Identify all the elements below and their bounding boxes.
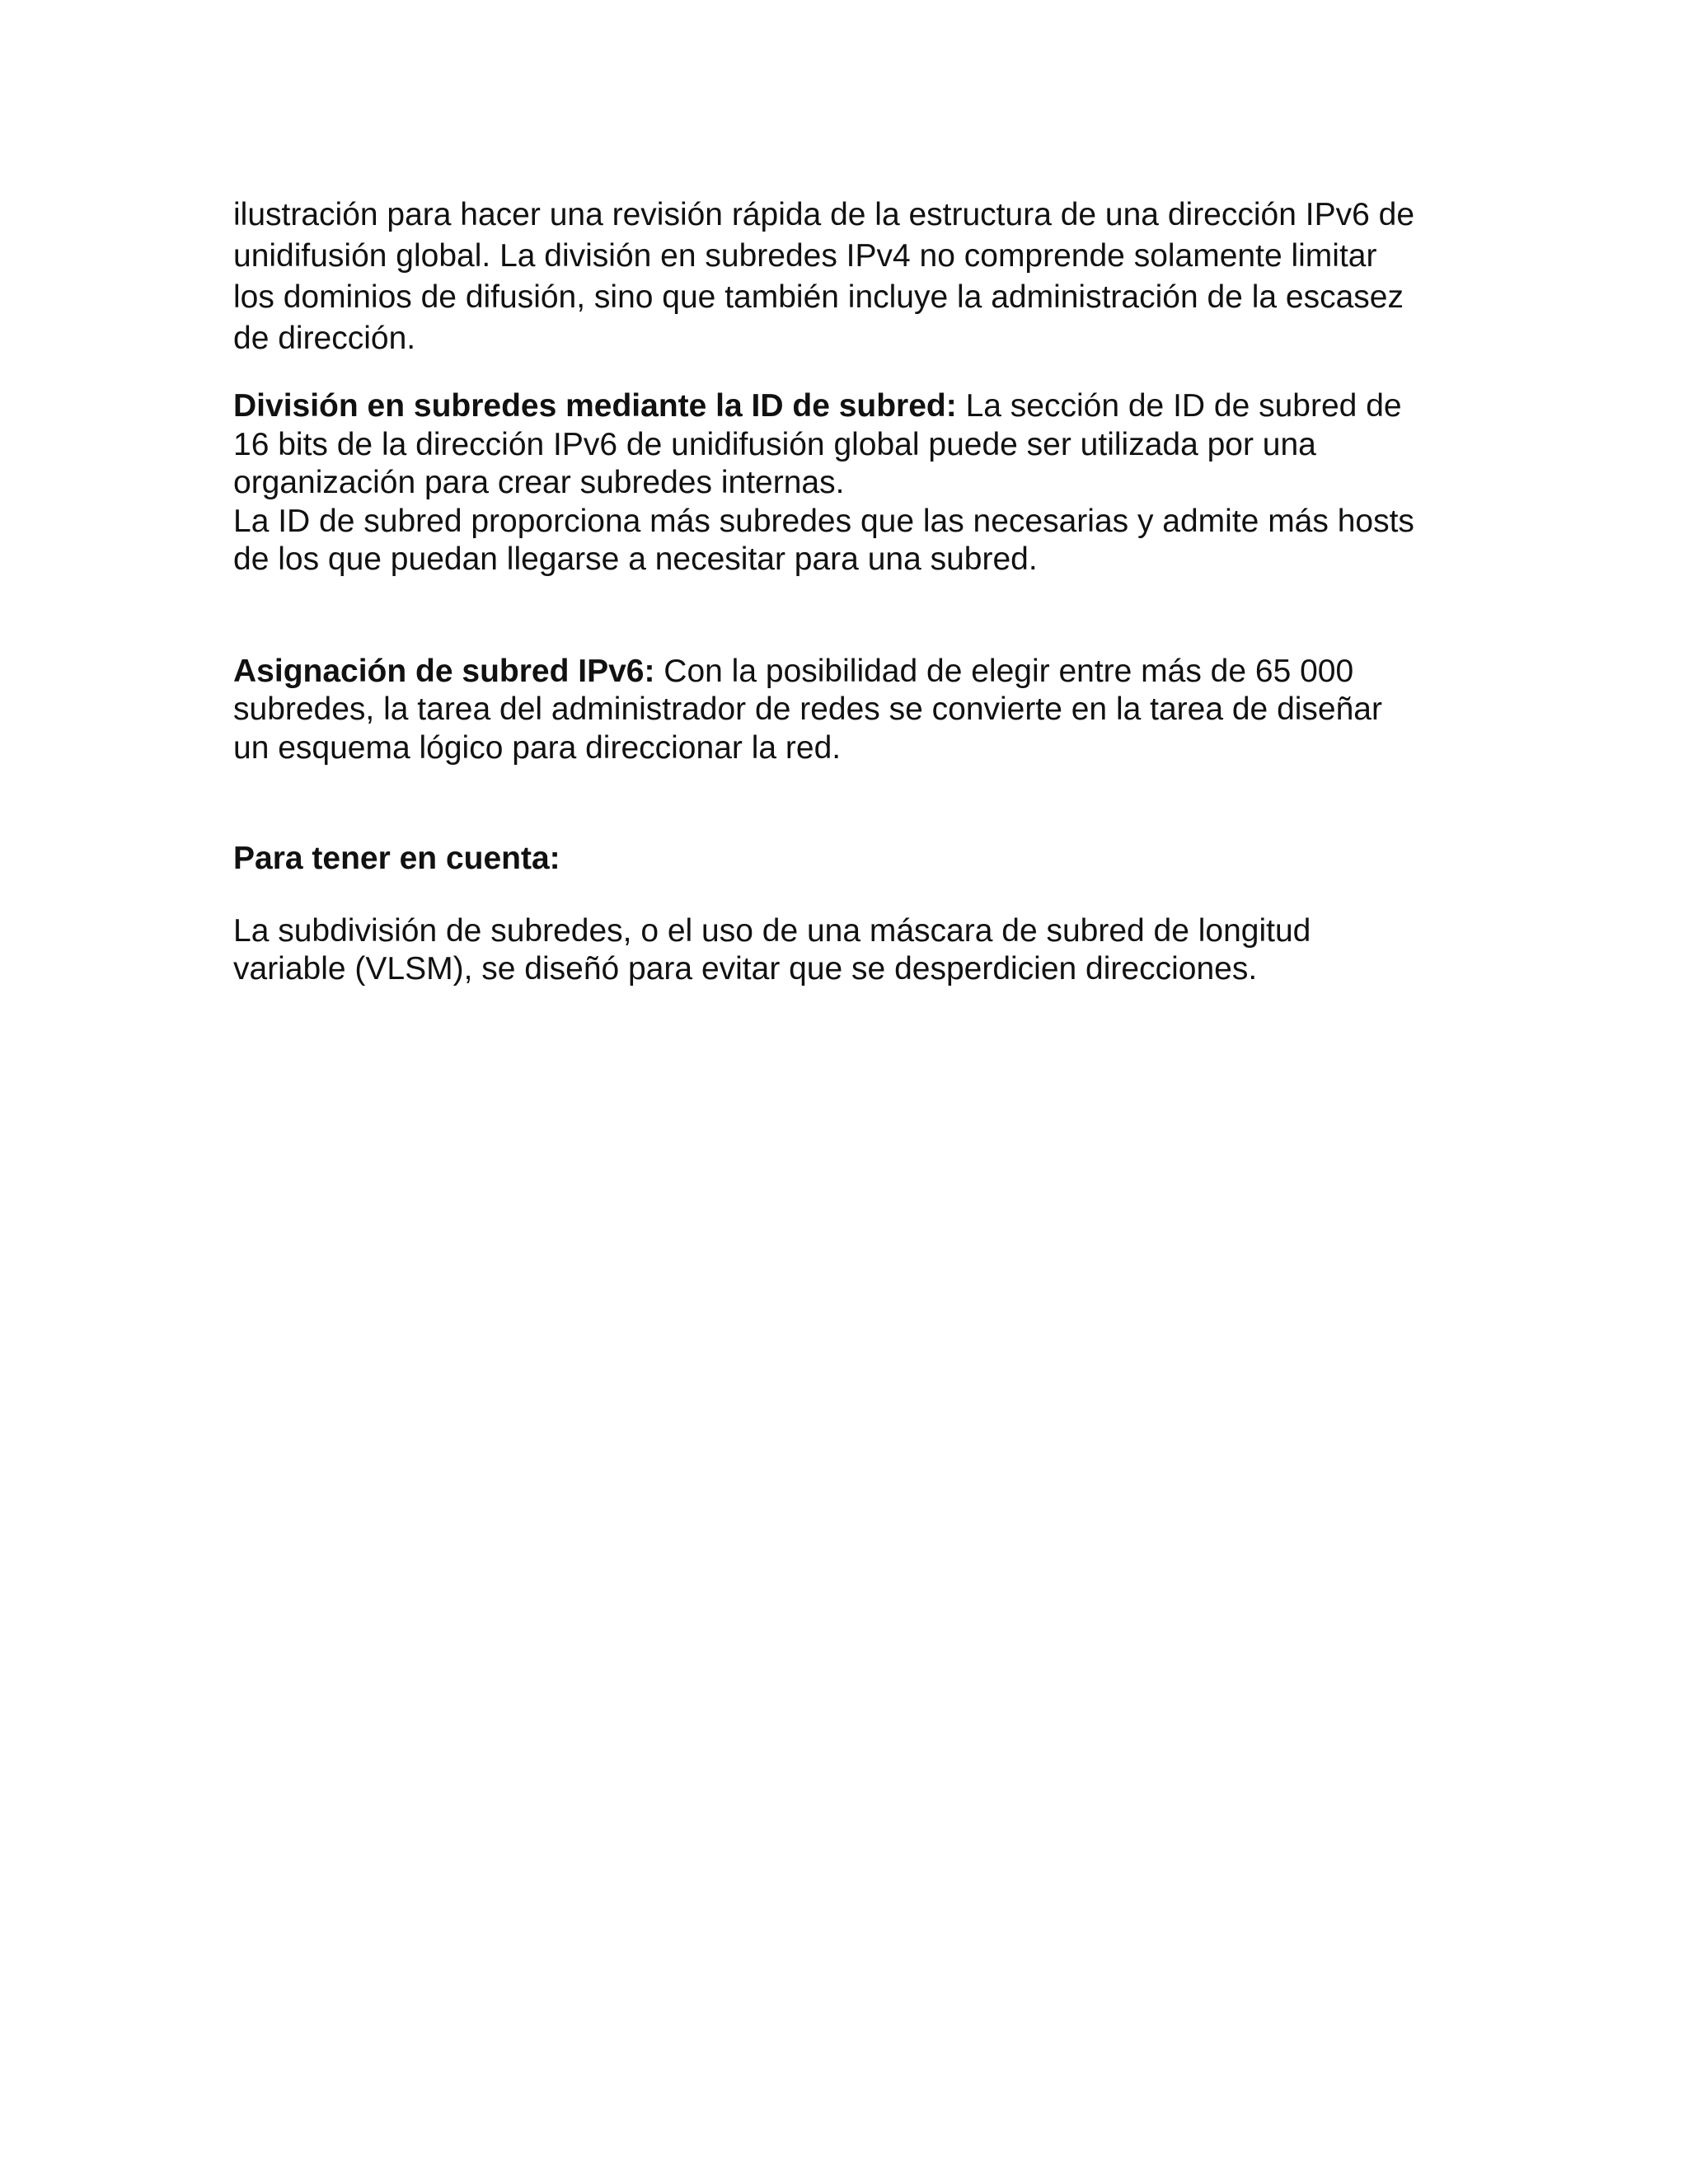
subnet-id-first-line-text: La sección de ID de subred de <box>956 388 1402 424</box>
note-paragraph <box>233 912 1486 989</box>
intro-line: unidifusión global. La división en subredes IPv4 no comprende solamente limitar <box>233 238 1377 274</box>
allocation-heading: Asignación de subred IPv6: <box>233 653 655 689</box>
intro-line: los dominios de difusión, sino que también incluye la administración de la escasez <box>233 279 1404 315</box>
intro-paragraph <box>233 194 1486 359</box>
subnet-id-heading: División en subredes mediante la ID de subred: <box>233 388 957 424</box>
subnet-id-line: 16 bits de la dirección IPv6 de unidifusión global puede ser utilizada por una <box>233 426 1316 462</box>
subnet-id-paragraph <box>233 387 1486 579</box>
note-line: variable (VLSM), se diseñó para evitar que se desperdicien direcciones. <box>233 951 1258 987</box>
subnet-id-line: organización para crear subredes internas. <box>233 465 845 500</box>
subnet-id-line: La ID de subred proporciona más subredes que las necesarias y admite más hosts <box>233 503 1414 539</box>
subnet-id-first-line <box>233 387 1486 426</box>
note-heading: Para tener en cuenta: <box>233 841 560 876</box>
intro-line: ilustración para hacer una revisión rápida de la estructura de una dirección IPv6 de <box>233 197 1415 232</box>
note-line: La subdivisión de subredes, o el uso de una máscara de subred de longitud <box>233 912 1311 949</box>
document-body <box>233 194 1486 989</box>
allocation-first-line-text: Con la posibilidad de elegir entre más de 65 000 <box>654 653 1354 689</box>
allocation-line: un esquema lógico para direccionar la red. <box>233 729 842 766</box>
subnet-id-line: de los que puedan llegarse a necesitar para una subred. <box>233 541 1038 577</box>
allocation-paragraph <box>233 653 1486 768</box>
allocation-line: subredes, la tarea del administrador de redes se convierte en la tarea de diseñar <box>233 691 1382 727</box>
allocation-first-line <box>233 653 1486 691</box>
intro-line: de dirección. <box>233 321 416 356</box>
